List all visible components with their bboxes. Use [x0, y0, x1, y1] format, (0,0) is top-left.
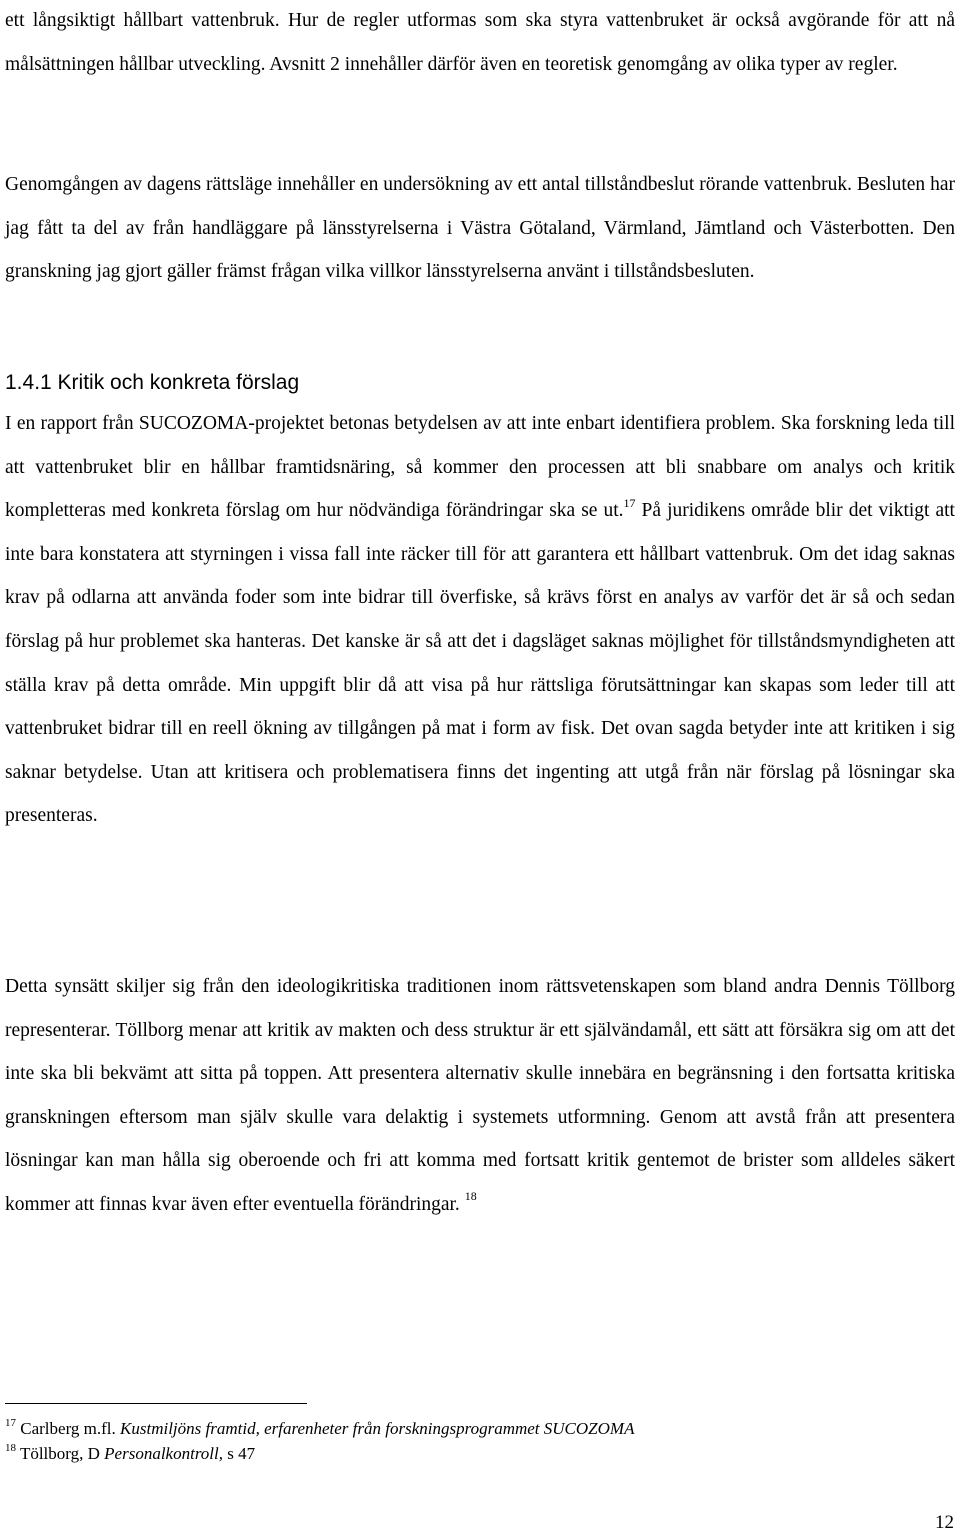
footnote-ref-17[interactable]: 17	[623, 495, 636, 510]
page-number: 12	[935, 1512, 954, 1533]
footnote-text: Töllborg, D	[19, 1444, 105, 1463]
footnote-number: 17	[5, 1417, 16, 1430]
footnote-page: s 47	[223, 1444, 256, 1463]
footnote-text: Carlberg m.fl.	[20, 1419, 121, 1438]
paragraph-part-a: I en rapport från SUCOZOMA-projektet betonas betydelsen av att inte enbart identifiera problem. Ska forskning leda till att vattenbruket blir en hållbar framtidsnäring, så kommer den processen att bli snabbare om analys och kritik kompletteras med konkreta förslag om hur nödvändiga förändringar ska se ut.	[5, 413, 955, 522]
paragraph-part-b: På juridikens område blir det viktigt att inte bara konstatera att styrningen i vissa fall inte räcker till för att garantera ett hållbart vattenbruk. Om det idag saknas krav på odlarna att använda foder som inte bidrar till överfiske, så krävs först en analys av varför det är så och sedan förslag på hur problemet ska hanteras. Det kanske är så att det i dagsläget saknas möjlighet för tillståndsmyndigheten att ställa krav på detta område. Min uppgift blir då att visa på hur rättsliga förutsättningar kan skapas som leder till att vattenbruket bidrar till en reell ökning av tillgången på mat i form av fisk. Det ovan sagda betyder inte att kritiken i sig saknar betydelse. Utan att kritisera och problematisera finns det ingenting att utgå från när förslag på lösningar ska presenteras.	[5, 500, 955, 827]
footnotes	[5, 1416, 955, 1466]
paragraph-intro-end: ett långsiktigt hållbart vattenbruk. Hur de regler utformas som ska styra vattenbruket är också avgörande för att nå målsättningen hållbar utveckling. Avsnitt 2 innehåller därför även en teoretisk genomgång av olika typer av regler.	[5, 10, 955, 75]
footnote-title: Kustmiljöns framtid, erfarenheter från forskningsprogrammet SUCOZOMA	[120, 1419, 635, 1438]
footnote-separator	[5, 1403, 307, 1404]
footnote-number: 18	[5, 1442, 16, 1455]
paragraph-legal-status: Genomgången av dagens rättsläge innehåller en undersökning av ett antal tillståndbeslut rörande vattenbruk. Besluten har jag fått ta del av från handläggare på länsstyrelserna i Västra Götaland, Värmland, Jämtland och Västerbotten. Den granskning jag gjort gäller främst frågan vilka villkor länsstyrelserna använt i tillståndsbesluten.	[5, 174, 955, 283]
section-heading: 1.4.1 Kritik och konkreta förslag	[5, 371, 300, 394]
footnote-17	[5, 1416, 955, 1441]
footnote-18	[5, 1441, 955, 1466]
paragraph-ideology-critique: Detta synsätt skiljer sig från den ideologikritiska traditionen inom rättsvetenskapen som bland andra Dennis Töllborg representerar. Töllborg menar att kritik av makten och dess struktur är ett självändamål, ett sätt att försäkra sig om att det inte ska bli bekvämt att sitta på toppen. Att presentera alternativ skulle innebära en begränsning i den fortsatta kritiska granskningen eftersom man själv skulle vara delaktig i systemets utformning. Genom att avstå från att presentera lösningar kan man hålla sig oberoende och fri att komma med fortsatt kritik gentemot de brister som alldeles säkert kommer att finnas kvar även efter eventuella förändringar. $^{18}$	[5, 976, 955, 1215]
footnote-title: Personalkontroll,	[104, 1444, 224, 1463]
footnote-ref-18[interactable]: 18	[464, 1189, 477, 1204]
paragraph-critique-proposals	[5, 402, 955, 838]
